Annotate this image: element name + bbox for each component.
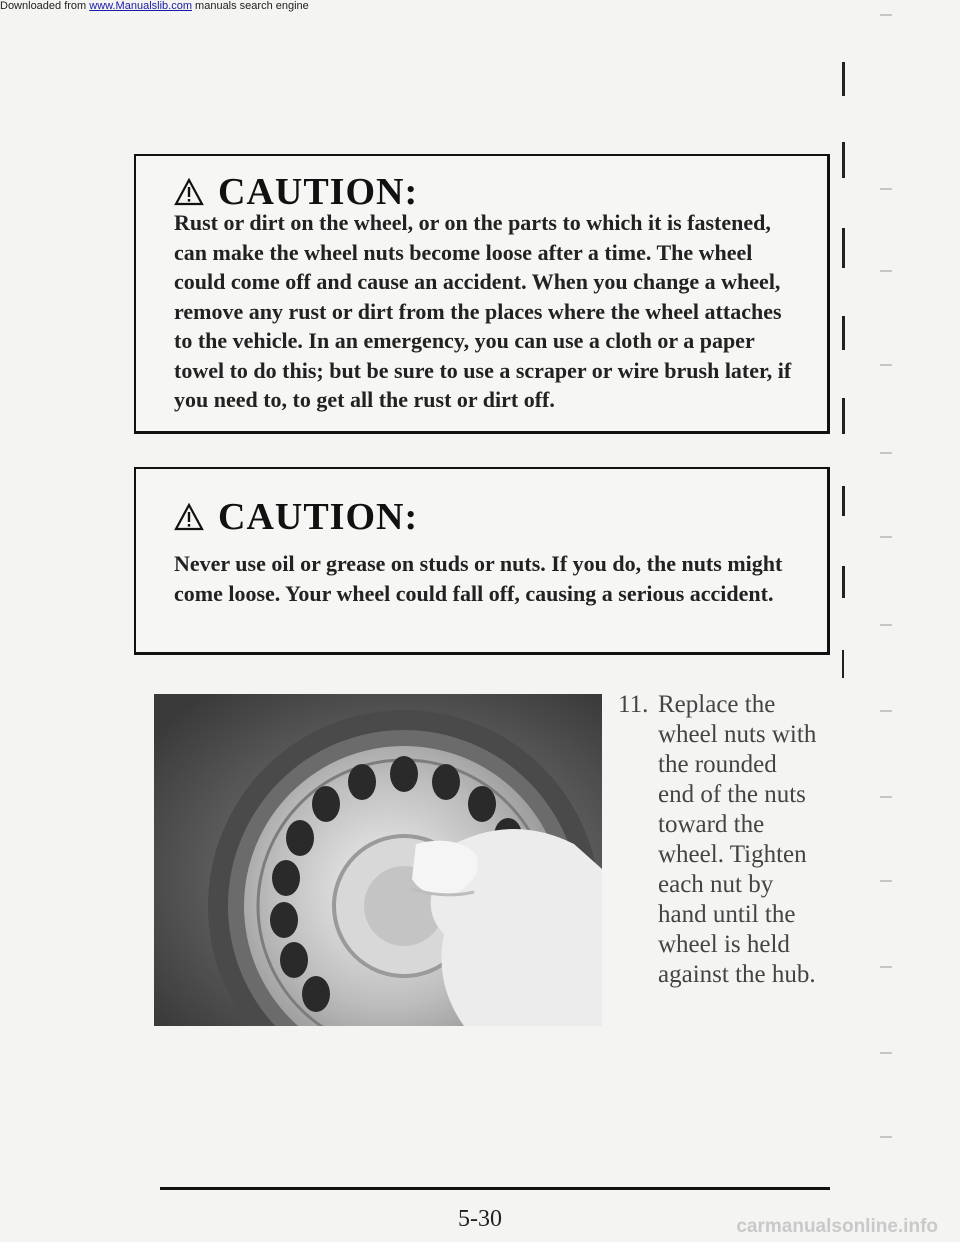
caution-title: CAUTION:	[218, 496, 419, 538]
manualslib-link[interactable]: www.Manualslib.com	[89, 0, 192, 12]
caution-title: CAUTION:	[218, 171, 419, 213]
caution-text: Rust or dirt on the wheel, or on the parts to which it is fastened, can make the wheel nuts become loose after a time. The wheel could come off and cause an accident. When you change a wheel, remove any rust or dirt from the places where the wheel attaches to the vehicle. In an emergency, you can use a cloth or a paper towel to do this; but be sure to use a scraper or wire brush later, if you need to, to get all the rust or dirt off.	[174, 210, 792, 412]
warning-triangle-icon	[174, 178, 204, 206]
caution-heading	[174, 495, 418, 539]
margin-bar	[842, 316, 845, 350]
margin-tick	[880, 880, 892, 882]
wheel-nut-tightening-icon	[154, 694, 602, 1026]
banner-tagline: manuals search engine	[195, 0, 309, 12]
margin-tick	[880, 452, 892, 454]
margin-tick	[880, 270, 892, 272]
margin-tick	[880, 188, 892, 190]
download-banner	[0, 0, 309, 12]
step-number: 11.	[618, 691, 649, 718]
caution-box-oil	[134, 467, 830, 655]
margin-tick	[880, 14, 892, 16]
footer-rule	[160, 1187, 830, 1190]
margin-tick	[880, 1136, 892, 1138]
margin-tick	[880, 710, 892, 712]
watermark: carmanualsonline.info	[736, 1216, 938, 1237]
wheel-nut-photo	[154, 694, 602, 1026]
caution-text: Never use oil or grease on studs or nuts. If you do, the nuts might come loose. Your wheel could fall off, causing a serious accident.	[174, 551, 783, 606]
margin-tick	[880, 1052, 892, 1054]
page-number: 5-30	[458, 1206, 502, 1232]
caution-box-rust	[134, 154, 830, 434]
banner-prefix: Downloaded from	[0, 0, 87, 12]
margin-bar	[842, 142, 845, 178]
margin-bar	[842, 566, 845, 598]
step-text: Replace the wheel nuts with the rounded end of the nuts toward the wheel. Tighten each nut by hand until the wheel is held against the hub.	[658, 691, 817, 988]
margin-tick	[880, 966, 892, 968]
margin-bar	[842, 62, 845, 96]
margin-bar	[842, 228, 845, 268]
margin-bar	[842, 650, 844, 678]
margin-tick	[880, 796, 892, 798]
margin-tick	[880, 624, 892, 626]
margin-bar	[842, 398, 845, 434]
warning-triangle-icon	[174, 503, 204, 531]
margin-tick	[880, 536, 892, 538]
margin-tick	[880, 364, 892, 366]
margin-bar	[842, 486, 845, 516]
